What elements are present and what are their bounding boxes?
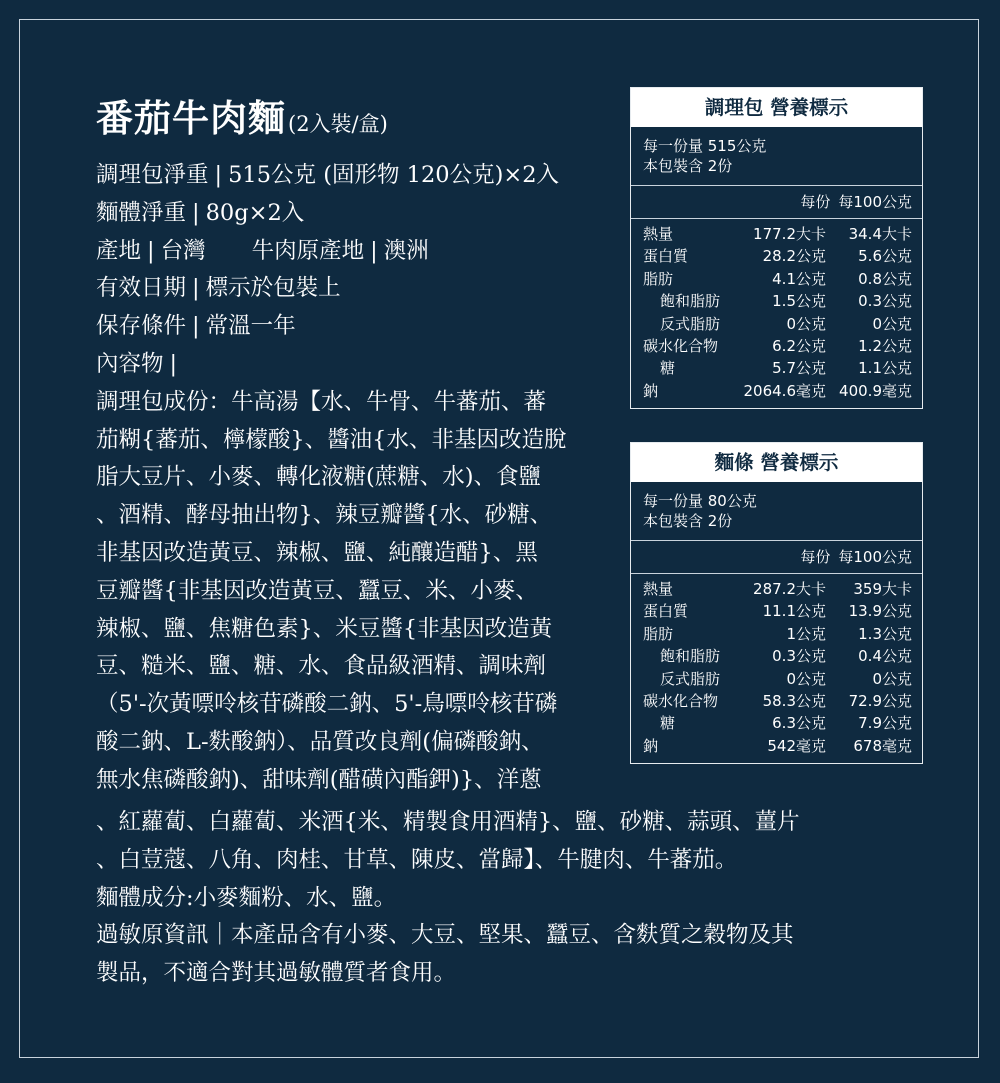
value-per-100g: 1.1公克 [858, 359, 912, 378]
value-per-serving: 0公克 [786, 669, 826, 688]
spec-value: 澳洲 [383, 237, 429, 264]
ingredients-continued [96, 804, 936, 993]
nutrition-row [643, 712, 912, 734]
value-per-serving: 1.5公克 [772, 292, 826, 311]
separator: | [370, 237, 378, 264]
column-per-serving: 每份 [800, 193, 831, 211]
spec-label: 麵體淨重 [96, 199, 187, 226]
ingredient-line: 茄糊{蕃茄、檸檬酸}、醬油{水、非基因改造脫 [96, 426, 567, 453]
nutrition-serving-info [631, 127, 922, 186]
nutrition-row [643, 380, 912, 402]
separator: | [169, 350, 178, 377]
spec-label: 產地 [96, 237, 142, 264]
nutrition-table-title: 調理包 營養標示 [631, 88, 922, 127]
separator: | [147, 237, 155, 264]
nutrient-name: 飽和脂肪 [660, 292, 721, 311]
value-per-serving: 6.2公克 [772, 336, 826, 355]
value-per-serving: 2064.6毫克 [743, 381, 826, 400]
ingredient-line: 、紅蘿蔔、白蘿蔔、米酒{米、精製食用酒精}、鹽、砂糖、蒜頭、薑片 [96, 809, 800, 835]
spec-value: 台灣 [160, 237, 206, 264]
value-per-100g: 34.4大卡 [848, 225, 912, 243]
nutrient-name: 糖 [660, 714, 676, 733]
nutrition-row [643, 600, 912, 622]
value-per-serving: 177.2大卡 [753, 225, 826, 243]
noodle-ingredients: 麵體成分:小麥麵粉、水、鹽。 [96, 884, 397, 911]
separator: | [192, 199, 200, 226]
value-per-100g: 72.9公克 [848, 691, 912, 710]
ingredient-line: 、酒精、酵母抽出物}、辣豆瓣醬{水、砂糖、 [96, 502, 553, 529]
value-per-100g: 0.4公克 [858, 647, 912, 666]
value-per-serving: 542毫克 [767, 736, 826, 755]
noodle-nutrition-table [630, 442, 923, 764]
servings-per-package: 本包裝含 2份 [643, 157, 733, 175]
spec-label: 內容物 [96, 350, 164, 377]
nutrient-name: 碳水化合物 [643, 336, 719, 355]
separator: | [192, 275, 200, 302]
nutrient-name: 熱量 [643, 225, 674, 243]
nutrient-name: 蛋白質 [643, 602, 689, 621]
value-per-100g: 1.2公克 [858, 336, 912, 355]
column-per-serving: 每份 [800, 548, 831, 566]
value-per-100g: 0公克 [872, 314, 912, 333]
value-per-100g: 400.9毫克 [839, 381, 912, 400]
value-per-serving: 0.3公克 [772, 647, 826, 666]
separator: | [214, 162, 223, 188]
nutrition-row [643, 623, 912, 645]
nutrition-row [643, 313, 912, 335]
product-specs [96, 157, 616, 800]
spec-value: 515公克 (固形物 120公克)×2入 [228, 162, 560, 188]
value-per-serving: 6.3公克 [772, 714, 826, 733]
nutrition-rows [631, 574, 922, 763]
nutrient-name: 反式脂肪 [660, 314, 721, 333]
product-package-size: (2入裝/盒) [288, 112, 388, 136]
value-per-100g: 5.6公克 [858, 247, 912, 266]
spec-label: 有效日期 [96, 275, 187, 302]
spec-value: 80g×2入 [205, 199, 305, 226]
ingredient-line: （5'-次黃嘌呤核苷磷酸二鈉、5'-鳥嘌呤核苷磷 [96, 691, 558, 718]
nutrition-row [643, 290, 912, 312]
nutrient-name: 反式脂肪 [660, 669, 721, 688]
value-per-100g: 1.3公克 [858, 624, 912, 643]
nutrition-row [643, 735, 912, 757]
ingredient-line: 無水焦磷酸鈉)、甜味劑(醋磺內酯鉀)}、洋蔥 [96, 766, 542, 793]
value-per-serving: 11.1公克 [762, 602, 826, 621]
value-per-serving: 1公克 [786, 624, 826, 643]
nutrition-row [643, 357, 912, 379]
nutrition-row [643, 668, 912, 690]
nutrition-row [643, 578, 912, 600]
nutrition-row [643, 223, 912, 245]
nutrient-name: 脂肪 [643, 269, 674, 288]
nutrition-row [643, 245, 912, 267]
spec-label: 保存條件 [96, 313, 187, 340]
value-per-100g: 0公克 [872, 669, 912, 688]
nutrient-name: 糖 [660, 359, 676, 378]
value-per-100g: 13.9公克 [848, 602, 912, 621]
serving-size: 每一份量 80公克 [643, 492, 757, 510]
spec-label: 調理包淨重 [96, 162, 209, 188]
nutrition-rows [631, 219, 922, 408]
ingredient-line: 豆瓣醬{非基因改造黃豆、蠶豆、米、小麥、 [96, 577, 538, 604]
sauce-nutrition-table [630, 87, 923, 409]
nutrient-name: 鈉 [643, 736, 659, 755]
column-per-100g: 每100公克 [838, 548, 912, 566]
allergen-info: 過敏原資訊｜本產品含有小麥、大豆、堅果、蠶豆、含麩質之穀物及其 [96, 922, 794, 949]
allergen-info: 製品，不適合對其過敏體質者食用。 [96, 960, 457, 987]
value-per-serving: 5.7公克 [772, 359, 826, 378]
value-per-100g: 678毫克 [853, 736, 912, 755]
spec-value: 常溫一年 [205, 313, 296, 340]
serving-size: 每一份量 515公克 [643, 137, 767, 155]
value-per-serving: 58.3公克 [762, 691, 826, 710]
ingredient-line: 非基因改造黃豆、辣椒、鹽、純釀造醋}、黑 [96, 539, 538, 566]
spec-value: 標示於包裝上 [205, 275, 341, 302]
nutrition-table-title: 麵條 營養標示 [631, 443, 922, 482]
nutrition-row [643, 268, 912, 290]
nutrition-column-headers [631, 186, 922, 219]
servings-per-package: 本包裝含 2份 [643, 512, 733, 530]
nutrient-name: 碳水化合物 [643, 691, 719, 710]
spec-sauce-weight [96, 157, 616, 195]
nutrition-serving-info [631, 482, 922, 541]
nutrient-name: 脂肪 [643, 624, 674, 643]
nutrition-row [643, 690, 912, 712]
product-name: 番茄牛肉麵 [96, 96, 286, 140]
product-title [96, 88, 388, 142]
nutrient-name: 熱量 [643, 580, 674, 598]
value-per-100g: 359大卡 [853, 580, 912, 598]
nutrient-name: 鈉 [643, 381, 659, 400]
nutrition-column-headers [631, 541, 922, 574]
spec-label: 牛肉原產地 [251, 237, 365, 264]
value-per-serving: 287.2大卡 [753, 580, 826, 598]
value-per-100g: 0.3公克 [858, 292, 912, 311]
ingredient-line: 豆、糙米、鹽、糖、水、食品級酒精、調味劑 [96, 653, 547, 680]
value-per-100g: 0.8公克 [858, 269, 912, 288]
spec-contents [96, 346, 616, 384]
column-per-100g: 每100公克 [838, 193, 912, 211]
separator: | [192, 313, 200, 340]
ingredient-line: 脂大豆片、小麥、轉化液糖(蔗糖、水)、食鹽 [96, 464, 542, 491]
value-per-serving: 4.1公克 [772, 269, 826, 288]
ingredient-line: 辣椒、鹽、焦糖色素}、米豆醬{非基因改造黃 [96, 615, 553, 642]
spec-origin [96, 233, 616, 271]
spec-expiry [96, 270, 616, 308]
value-per-serving: 0公克 [786, 314, 826, 333]
nutrition-row [643, 645, 912, 667]
value-per-100g: 7.9公克 [858, 714, 912, 733]
ingredient-line: 調理包成份：牛高湯【水、牛骨、牛蕃茄、蕃 [96, 388, 547, 415]
value-per-serving: 28.2公克 [762, 247, 826, 266]
spec-noodle-weight [96, 195, 616, 233]
nutrition-row [643, 335, 912, 357]
ingredient-line: 酸二鈉、L-麩酸鈉）、品質改良劑(偏磷酸鈉、 [96, 728, 544, 755]
ingredient-line: 、白荳蔻、八角、肉桂、甘草、陳皮、當歸】、牛腱肉、牛蕃茄。 [96, 846, 738, 873]
spec-storage [96, 308, 616, 346]
nutrient-name: 蛋白質 [643, 247, 689, 266]
nutrient-name: 飽和脂肪 [660, 647, 721, 666]
